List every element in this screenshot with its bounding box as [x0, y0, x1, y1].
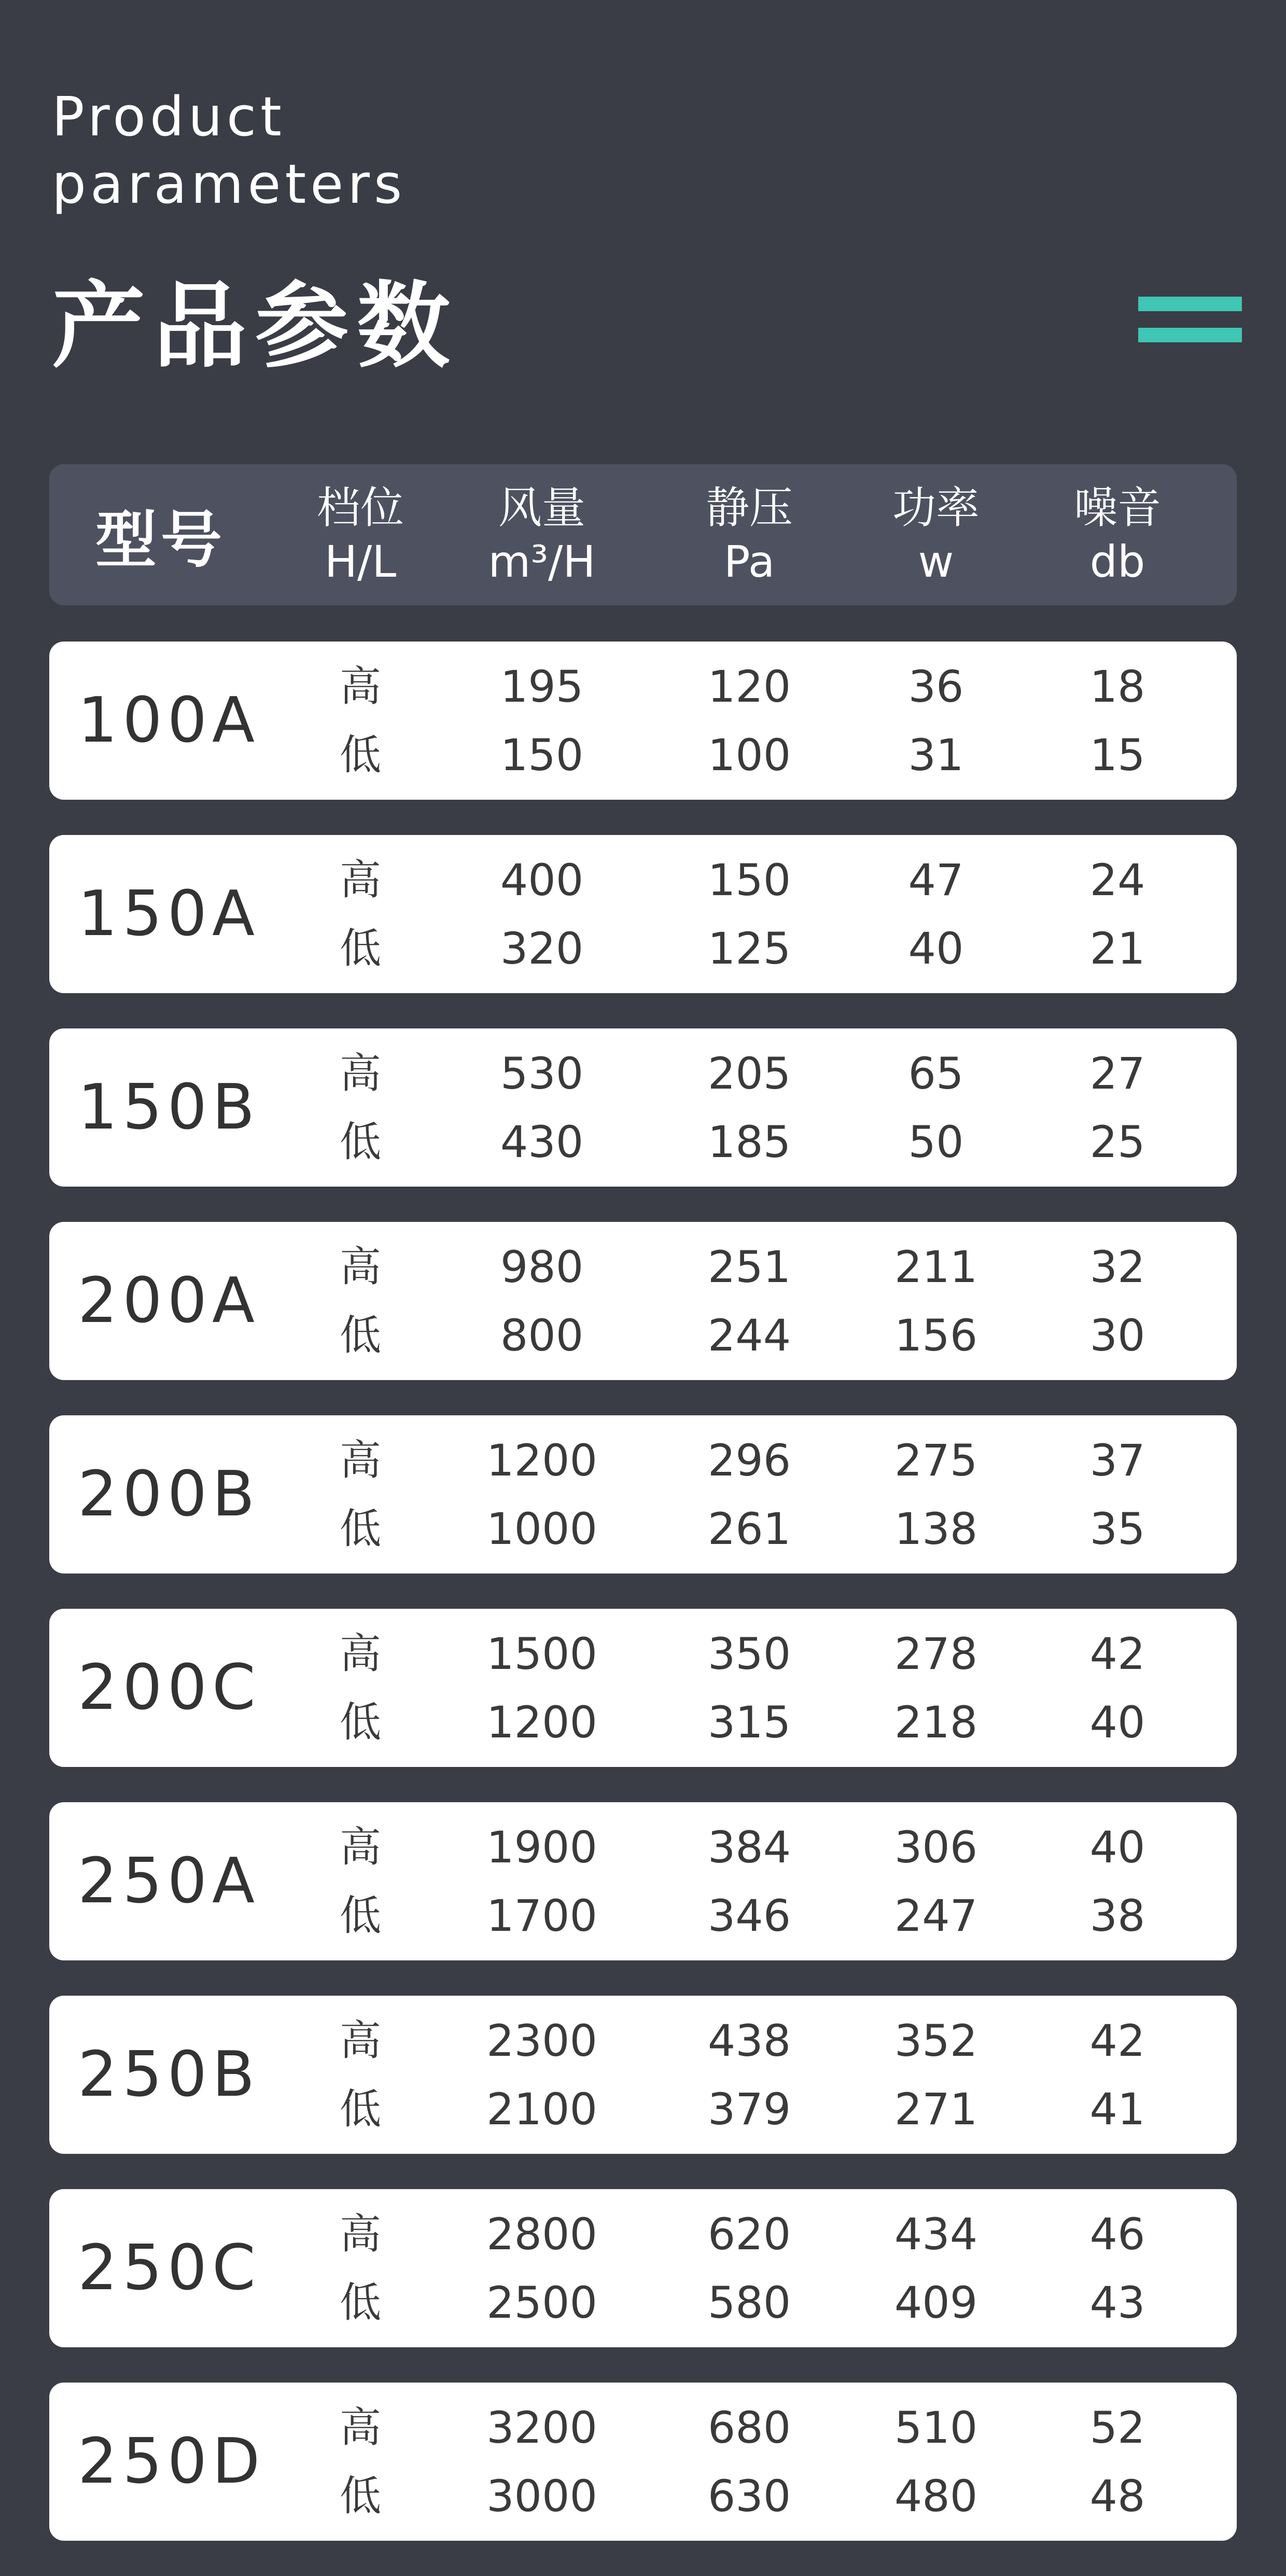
cell-pressure — [651, 2383, 848, 2541]
pressure-high: 350 — [707, 1628, 791, 1679]
model-name: 100A — [78, 685, 260, 757]
menu-icon-bar-top — [1138, 297, 1242, 311]
table-row — [49, 1609, 1237, 1767]
power-high: 352 — [894, 2015, 978, 2066]
cell-noise — [1024, 2383, 1211, 2541]
cell-power — [837, 1028, 1035, 1187]
table-row — [49, 642, 1237, 800]
gear-low: 低 — [340, 1891, 381, 1940]
power-high: 36 — [908, 661, 964, 712]
cell-gear — [288, 2383, 433, 2541]
cell-pressure — [651, 642, 848, 800]
gear-high: 高 — [340, 1049, 381, 1097]
cell-airflow — [443, 1802, 640, 1960]
page-title-chinese: 产品参数 — [52, 272, 459, 381]
header-noise-label: 噪音 — [1073, 482, 1161, 533]
noise-high: 40 — [1089, 1821, 1145, 1873]
cell-power — [837, 1222, 1035, 1380]
cell-pressure — [651, 1415, 848, 1574]
cell-power — [837, 1609, 1035, 1767]
cell-gear — [288, 1028, 433, 1187]
cell-power — [837, 1415, 1035, 1574]
header-power-label: 功率 — [892, 482, 980, 533]
gear-low: 低 — [340, 730, 381, 779]
cell-noise — [1024, 835, 1211, 993]
cell-gear — [288, 1609, 433, 1767]
model-name: 250B — [78, 2039, 260, 2111]
cell-pressure — [651, 1996, 848, 2154]
table-row — [49, 1996, 1237, 2154]
noise-high: 24 — [1089, 854, 1145, 906]
noise-high: 46 — [1089, 2208, 1145, 2260]
cell-noise — [1024, 1802, 1211, 1960]
title-line-parameters: parameters — [52, 152, 407, 216]
cell-pressure — [651, 1609, 848, 1767]
pressure-high: 620 — [707, 2208, 791, 2260]
gear-high: 高 — [340, 662, 381, 711]
cell-gear — [288, 835, 433, 993]
cell-noise — [1024, 1609, 1211, 1767]
pressure-low: 261 — [707, 1503, 791, 1554]
cell-pressure — [651, 1802, 848, 1960]
power-low: 156 — [894, 1310, 978, 1361]
airflow-high: 1200 — [486, 1435, 597, 1486]
cell-power — [837, 1996, 1035, 2154]
power-high: 65 — [908, 1048, 964, 1099]
airflow-low: 1700 — [486, 1890, 597, 1941]
table-row — [49, 1028, 1237, 1187]
cell-airflow — [443, 642, 640, 800]
table-row — [49, 1415, 1237, 1574]
pressure-high: 150 — [707, 854, 791, 906]
airflow-low: 2100 — [486, 2083, 597, 2135]
power-high: 434 — [894, 2208, 978, 2260]
noise-high: 52 — [1089, 2402, 1145, 2453]
cell-airflow — [443, 2189, 640, 2347]
gear-low: 低 — [340, 924, 381, 972]
airflow-high: 400 — [500, 854, 584, 906]
cell-noise — [1024, 1028, 1211, 1187]
model-name: 250D — [78, 2426, 265, 2498]
noise-high: 27 — [1089, 1048, 1145, 1099]
airflow-high: 1900 — [486, 1821, 597, 1873]
airflow-low: 150 — [500, 729, 584, 781]
cell-airflow — [443, 1222, 640, 1380]
gear-low: 低 — [340, 1697, 381, 1746]
cell-gear — [288, 1802, 433, 1960]
power-low: 31 — [908, 729, 964, 781]
cell-power — [837, 2383, 1035, 2541]
gear-high: 高 — [340, 1242, 381, 1291]
power-high: 510 — [894, 2402, 978, 2453]
airflow-low: 2500 — [486, 2277, 597, 2328]
pressure-low: 346 — [707, 1890, 791, 1941]
power-high: 278 — [894, 1628, 978, 1679]
pressure-low: 100 — [707, 729, 791, 781]
noise-high: 42 — [1089, 1628, 1145, 1679]
noise-high: 18 — [1089, 661, 1145, 712]
power-low: 50 — [908, 1116, 964, 1167]
header-noise — [1024, 464, 1211, 605]
power-high: 306 — [894, 1821, 978, 1873]
menu-icon — [1138, 297, 1242, 349]
header-pressure — [651, 464, 848, 605]
gear-high: 高 — [340, 855, 381, 904]
gear-low: 低 — [340, 1311, 381, 1359]
power-low: 480 — [894, 2470, 978, 2522]
header-power-unit: w — [918, 536, 954, 587]
cell-pressure — [651, 2189, 848, 2347]
power-low: 218 — [894, 1696, 978, 1748]
cell-power — [837, 1802, 1035, 1960]
airflow-high: 3200 — [486, 2402, 597, 2453]
noise-low: 41 — [1089, 2083, 1145, 2135]
noise-low: 43 — [1089, 2277, 1145, 2328]
pressure-low: 379 — [707, 2083, 791, 2135]
pressure-high: 680 — [707, 2402, 791, 2453]
pressure-low: 630 — [707, 2470, 791, 2522]
header-airflow-unit: m³/H — [488, 536, 596, 587]
gear-high: 高 — [340, 2209, 381, 2258]
header-gear-label: 档位 — [316, 482, 404, 533]
pressure-high: 205 — [707, 1048, 791, 1099]
table-body — [49, 642, 1237, 2541]
airflow-high: 2300 — [486, 2015, 597, 2066]
cell-airflow — [443, 2383, 640, 2541]
cell-gear — [288, 642, 433, 800]
model-name: 200B — [78, 1458, 260, 1530]
pressure-low: 185 — [707, 1116, 791, 1167]
header-power — [837, 464, 1035, 605]
header-model: 型号 — [95, 504, 226, 576]
cell-noise — [1024, 1415, 1211, 1574]
gear-low: 低 — [340, 2471, 381, 2520]
pressure-low: 125 — [707, 923, 791, 974]
gear-high: 高 — [340, 2403, 381, 2452]
header-noise-unit: db — [1089, 536, 1145, 587]
airflow-low: 320 — [500, 923, 584, 974]
gear-high: 高 — [340, 2016, 381, 2065]
power-low: 138 — [894, 1503, 978, 1554]
table-row — [49, 1802, 1237, 1960]
airflow-low: 3000 — [486, 2470, 597, 2522]
pressure-low: 244 — [707, 1310, 791, 1361]
cell-noise — [1024, 1222, 1211, 1380]
table-row — [49, 2383, 1237, 2541]
model-name: 150B — [78, 1071, 260, 1144]
gear-low: 低 — [340, 1117, 381, 1166]
cell-noise — [1024, 2189, 1211, 2347]
gear-low: 低 — [340, 1504, 381, 1553]
power-low: 40 — [908, 923, 964, 974]
airflow-low: 800 — [500, 1310, 584, 1361]
noise-low: 30 — [1089, 1310, 1145, 1361]
model-name: 200C — [78, 1652, 261, 1724]
cell-gear — [288, 1222, 433, 1380]
gear-high: 高 — [340, 1436, 381, 1484]
noise-high: 37 — [1089, 1435, 1145, 1486]
pressure-high: 296 — [707, 1435, 791, 1486]
cell-pressure — [651, 835, 848, 993]
cell-airflow — [443, 1996, 640, 2154]
gear-low: 低 — [340, 2084, 381, 2133]
gear-low: 低 — [340, 2278, 381, 2327]
title-line-product: Product — [52, 85, 286, 148]
pressure-high: 120 — [707, 661, 791, 712]
cell-pressure — [651, 1222, 848, 1380]
cell-pressure — [651, 1028, 848, 1187]
airflow-high: 2800 — [486, 2208, 597, 2260]
cell-gear — [288, 1415, 433, 1574]
airflow-low: 1200 — [486, 1696, 597, 1748]
noise-low: 48 — [1089, 2470, 1145, 2522]
model-name: 250A — [78, 1845, 260, 1917]
airflow-high: 530 — [500, 1048, 584, 1099]
power-low: 409 — [894, 2277, 978, 2328]
gear-high: 高 — [340, 1629, 381, 1678]
table-header-row — [49, 464, 1237, 605]
page-title-english — [52, 83, 778, 218]
table-row — [49, 1222, 1237, 1380]
header-airflow-label: 风量 — [498, 482, 585, 533]
cell-power — [837, 835, 1035, 993]
cell-power — [837, 2189, 1035, 2347]
gear-high: 高 — [340, 1822, 381, 1871]
cell-noise — [1024, 1996, 1211, 2154]
noise-low: 38 — [1089, 1890, 1145, 1941]
power-high: 47 — [908, 854, 964, 906]
pressure-high: 438 — [707, 2015, 791, 2066]
parameters-table — [49, 464, 1237, 2576]
table-row — [49, 2189, 1237, 2347]
cell-airflow — [443, 1415, 640, 1574]
pressure-low: 580 — [707, 2277, 791, 2328]
airflow-high: 1500 — [486, 1628, 597, 1679]
model-name: 250C — [78, 2232, 261, 2304]
pressure-high: 251 — [707, 1241, 791, 1292]
power-low: 271 — [894, 2083, 978, 2135]
cell-gear — [288, 1996, 433, 2154]
header-airflow — [443, 464, 640, 605]
pressure-high: 384 — [707, 1821, 791, 1873]
cell-gear — [288, 2189, 433, 2347]
power-high: 275 — [894, 1435, 978, 1486]
airflow-high: 195 — [500, 661, 584, 712]
noise-low: 40 — [1089, 1696, 1145, 1748]
noise-low: 25 — [1089, 1116, 1145, 1167]
noise-low: 35 — [1089, 1503, 1145, 1554]
cell-airflow — [443, 1609, 640, 1767]
header-pressure-unit: Pa — [723, 536, 775, 587]
noise-low: 21 — [1089, 923, 1145, 974]
noise-high: 32 — [1089, 1241, 1145, 1292]
model-name: 200A — [78, 1265, 260, 1337]
noise-low: 15 — [1089, 729, 1145, 781]
model-name: 150A — [78, 878, 260, 950]
power-low: 247 — [894, 1890, 978, 1941]
menu-icon-bar-bottom — [1138, 328, 1242, 342]
airflow-low: 1000 — [486, 1503, 597, 1554]
noise-high: 42 — [1089, 2015, 1145, 2066]
table-row — [49, 835, 1237, 993]
cell-power — [837, 642, 1035, 800]
cell-noise — [1024, 642, 1211, 800]
pressure-low: 315 — [707, 1696, 791, 1748]
header-gear — [288, 464, 433, 605]
cell-airflow — [443, 1028, 640, 1187]
cell-airflow — [443, 835, 640, 993]
airflow-low: 430 — [500, 1116, 584, 1167]
header-pressure-label: 静压 — [705, 482, 793, 533]
airflow-high: 980 — [500, 1241, 584, 1292]
header-gear-unit: H/L — [324, 536, 397, 587]
power-high: 211 — [894, 1241, 978, 1292]
